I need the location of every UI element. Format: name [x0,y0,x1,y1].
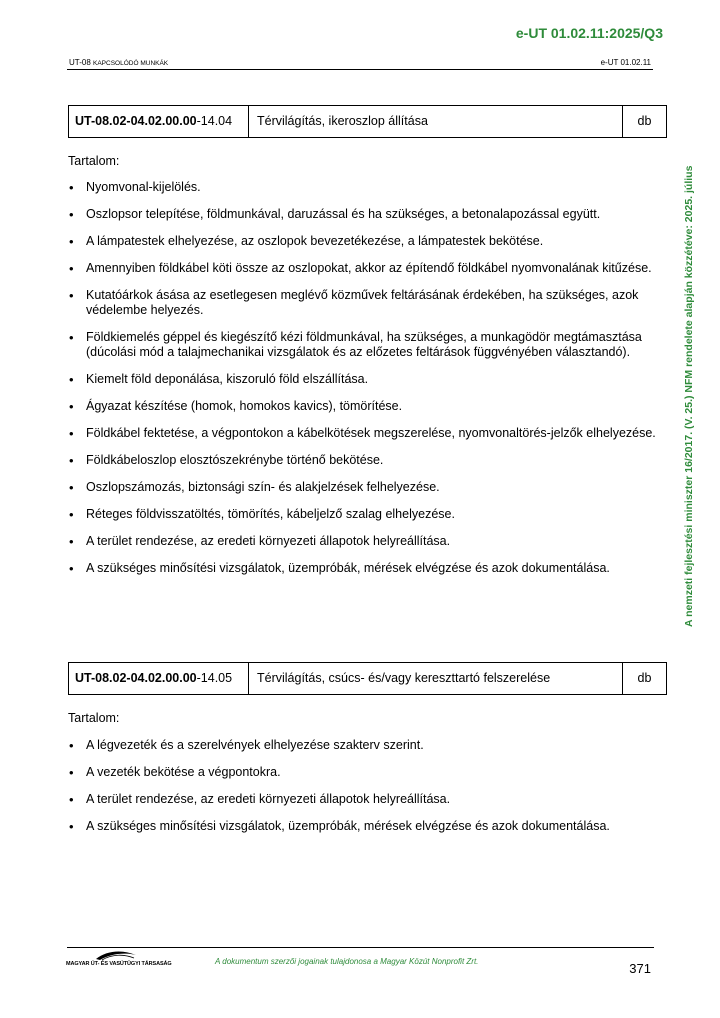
item-code-main: UT-08.02-04.02.00.00 [75,671,197,685]
item-title: Térvilágítás, ikeroszlop állítása [249,106,623,137]
content-list-1404 [68,180,658,588]
header-chapter-prefix: UT-08 [69,58,94,67]
list-item: • Ágyazat készítése (homok, homokos kavics), tömörítése. [68,399,658,414]
list-item: • Földkiemelés géppel és kiegészítő kézi földmunkával, ha szükséges, a munkagödör megtámasztása (dúcolási mód a talajmechanikai vizsgálatok és az előzetes feltárások függvényében választandó). [68,330,658,360]
header-doc-code: e-UT 01.02.11 [600,58,651,67]
list-item: • A lámpatestek elhelyezése, az oszlopok bevezetékezése, a lámpatestek bekötése. [68,234,658,249]
list-item: • A szükséges minősítési vizsgálatok, üzempróbák, mérések elvégzése és azok dokumentálása. [68,819,658,834]
list-item: • Kiemelt föld deponálása, kiszoruló föld elszállítása. [68,372,658,387]
list-item: • Oszlopszámozás, biztonsági szín- és alakjelzések felhelyezése. [68,480,658,495]
item-table-1405 [68,662,667,695]
item-code-suffix: -14.04 [196,114,233,128]
copyright-note: A dokumentum szerzői jogainak tulajdonosa a Magyar Közút Nonprofit Zrt. [215,957,479,966]
list-item: • Réteges földvisszatöltés, tömörítés, kábeljelző szalag elhelyezése. [68,507,658,522]
item-table-1404 [68,105,667,138]
item-unit: db [637,114,652,128]
item-title: Térvilágítás, csúcs- és/vagy kereszttartó felszerelése [249,663,623,694]
item-unit: db [637,671,652,685]
list-item: • A terület rendezése, az eredeti környezeti állapotok helyreállítása. [68,534,658,549]
side-publication-note-text: A nemzeti fejlesztési miniszter 16/2017. (V. 25.) NFM rendelete alapján közzétéve: 2025. július [683,165,695,627]
page-number: 371 [629,961,651,976]
list-item: • Oszlopsor telepítése, földmunkával, daruzással és ha szükséges, a betonalapozással együtt. [68,207,658,222]
list-item: • Nyomvonal-kijelölés. [68,180,658,195]
list-item: • A szükséges minősítési vizsgálatok, üzempróbák, mérések elvégzése és azok dokumentálása. [68,561,658,576]
list-item: • A vezeték bekötése a végpontokra. [68,765,658,780]
header-chapter-title: KAPCSOLÓDÓ MUNKÁK [93,60,169,67]
content-label: Tartalom: [68,711,120,725]
header-chapter [69,58,168,67]
item-code-suffix: -14.05 [196,671,233,685]
list-item: • Földkábel fektetése, a végpontokon a kábelkötések megszerelése, nyomvonaltörés-jelzők elhelyezése. [68,426,658,441]
society-logo-text: MAGYAR ÚT- ÉS VASÚTÜGYI TÁRSASÁG [66,961,172,967]
list-item: • Kutatóárkok ásása az esetlegesen meglévő közművek feltárásának érdekében, ha szükséges, azok védelembe helyezés. [68,288,658,318]
content-label: Tartalom: [68,154,120,168]
item-code [69,106,249,137]
item-code [69,663,249,694]
page-header [67,59,653,70]
list-item: • Földkábeloszlop elosztószekrénybe történő bekötése. [68,453,658,468]
footer-divider [67,947,654,948]
list-item: • Amennyiben földkábel köti össze az oszlopokat, akkor az építendő földkábel nyomvonalának kitűzése. [68,261,658,276]
content-list-1405 [68,738,658,846]
document-code: e-UT 01.02.11:2025/Q3 [515,25,663,41]
list-item: • A terület rendezése, az eredeti környezeti állapotok helyreállítása. [68,792,658,807]
list-item: • A légvezeték és a szerelvények elhelyezése szakterv szerint. [68,738,658,753]
item-code-main: UT-08.02-04.02.00.00 [75,114,197,128]
